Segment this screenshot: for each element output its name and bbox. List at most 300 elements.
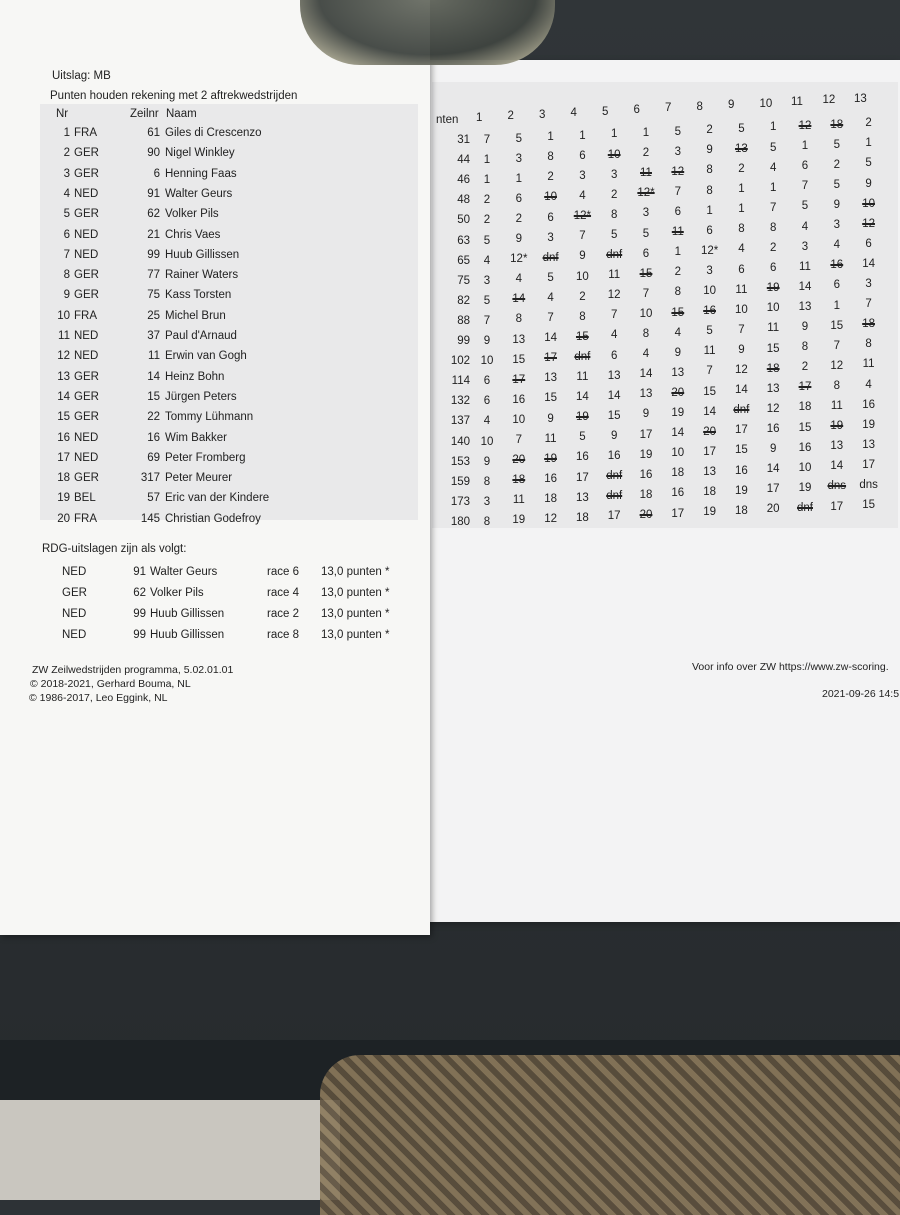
standings-row [48, 246, 418, 266]
total-points: 99 [457, 335, 470, 347]
race-score: 6 [610, 349, 618, 362]
race-score: 13 [575, 491, 589, 504]
race-score: 14 [512, 293, 526, 306]
total-points: 75 [457, 274, 470, 287]
race-score: 12 [798, 120, 812, 132]
race-score: 16 [798, 441, 812, 454]
race-score: 15 [671, 306, 685, 319]
sailor-name: Jürgen Peters [165, 390, 237, 403]
race-score: 17 [671, 507, 685, 520]
race-score: 2 [833, 158, 840, 171]
race-score: 5 [833, 178, 840, 191]
footer-program: ZW Zeilwedstrijden programma, 5.02.01.01 [32, 664, 234, 676]
nationality: NED [74, 330, 99, 342]
race-number: race 6 [267, 566, 299, 578]
race-score: 11 [862, 358, 875, 371]
race-score: 6 [579, 149, 586, 162]
race-header: 1 [476, 112, 483, 124]
race-score: 8 [579, 310, 586, 323]
race-score: 11 [640, 167, 652, 180]
race-score: 3 [579, 170, 586, 182]
race-score: 14 [671, 427, 685, 440]
sail-number: 99 [133, 629, 146, 641]
race-score: 1 [738, 183, 745, 196]
sailor-name: Volker Pils [165, 208, 219, 221]
sail-number: 99 [147, 248, 160, 261]
race-score: 15 [734, 444, 748, 457]
race-score: 7 [706, 365, 713, 378]
standings-row [48, 185, 418, 205]
standings-row [48, 307, 418, 327]
sailor-name: Eric van der Kindere [165, 492, 270, 505]
race-score: dnf [606, 490, 623, 503]
wicker-chair [320, 1055, 900, 1215]
race-score: 20 [703, 425, 716, 438]
rdg-row [60, 563, 420, 583]
race-score: 13 [862, 438, 875, 451]
race-score: 16 [512, 393, 526, 406]
race-score: 8 [483, 515, 491, 528]
race-score: 15 [798, 421, 812, 434]
race-score: 10 [480, 435, 494, 448]
race-score: 8 [865, 338, 872, 351]
floor [0, 1100, 340, 1200]
sailor-name: Huub Gillissen [150, 629, 225, 641]
sail-number: 37 [147, 330, 160, 342]
race-score: 3 [642, 207, 650, 220]
race-score: 19 [862, 418, 875, 431]
race-score: 8 [833, 379, 840, 392]
race-score: 9 [483, 455, 491, 468]
standings-row [48, 368, 418, 388]
race-score: 6 [483, 375, 491, 388]
total-points: 46 [457, 174, 470, 187]
sail-number: 25 [147, 309, 160, 322]
race-score: 2 [515, 212, 522, 225]
race-score: 7 [833, 339, 840, 352]
standings-row [48, 510, 418, 530]
nationality: NED [62, 608, 87, 620]
race-score: 15 [575, 330, 589, 343]
race-score: 6 [865, 237, 872, 250]
race-score: 4 [674, 326, 681, 339]
standings-row [48, 266, 418, 286]
race-score: 19 [575, 411, 589, 424]
race-number: race 8 [267, 629, 299, 641]
nationality: GER [74, 147, 99, 160]
race-score: 6 [706, 224, 713, 237]
race-score: 16 [639, 468, 653, 481]
sail-number: 75 [147, 289, 160, 302]
sailor-name: Walter Geurs [165, 187, 233, 200]
race-score: 18 [766, 362, 780, 375]
position: 10 [57, 309, 70, 322]
race-score: 3 [801, 240, 809, 253]
total-points: 137 [450, 415, 470, 428]
race-score: 5 [801, 200, 809, 213]
nationality: NED [74, 350, 99, 363]
race-score: 3 [865, 278, 872, 290]
sailor-name: Kass Torsten [165, 289, 232, 302]
sail-number: 77 [147, 269, 160, 282]
race-score: 16 [734, 464, 748, 477]
race-score: 4 [801, 220, 809, 233]
race-score: 14 [766, 463, 780, 476]
position: 17 [57, 451, 70, 464]
position: 5 [63, 208, 70, 221]
race-number: race 2 [267, 608, 299, 620]
race-score: 15 [830, 319, 844, 332]
race-score: 5 [483, 234, 491, 247]
total-points: 65 [457, 254, 470, 267]
race-score: 11 [671, 226, 684, 239]
race-score: 8 [483, 475, 491, 488]
sailor-name: Rainer Waters [165, 269, 239, 282]
total-points: 114 [451, 375, 470, 388]
race-score: 10 [703, 285, 716, 297]
race-score: 6 [515, 192, 522, 205]
race-score: 12 [544, 513, 557, 526]
sailor-name: Volker Pils [150, 587, 204, 599]
standings-row [48, 429, 418, 449]
standings-row [48, 347, 418, 367]
race-score: 6 [547, 211, 554, 224]
race-header: 2 [507, 110, 514, 123]
sail-number: 145 [140, 512, 160, 525]
race-score: dnf [797, 501, 813, 514]
race-score: 2 [769, 242, 777, 254]
race-score: 12 [830, 359, 844, 372]
race-header: 4 [570, 107, 577, 120]
race-score: 6 [801, 160, 809, 173]
race-score: 1 [642, 127, 650, 139]
race-score: 16 [703, 305, 716, 318]
race-score: 7 [579, 230, 586, 243]
race-score: 6 [769, 262, 777, 275]
total-points: 102 [450, 355, 470, 368]
total-points: 140 [450, 435, 470, 448]
total-points: 153 [450, 455, 470, 468]
sail-number: 99 [133, 608, 146, 620]
race-score: 8 [642, 328, 650, 340]
race-score: 13 [671, 366, 685, 379]
race-score: 9 [483, 335, 491, 347]
sail-number: 14 [147, 370, 160, 383]
race-score: 7 [515, 434, 522, 447]
race-score: 9 [674, 346, 681, 359]
race-score: 7 [769, 201, 777, 214]
footer-date: 2021-09-26 14:5 [822, 688, 900, 700]
race-score: 16 [575, 451, 589, 464]
race-score: dns [859, 479, 878, 491]
sail-number: 22 [147, 411, 160, 424]
race-score: 10 [512, 413, 526, 426]
race-score: 4 [738, 243, 745, 256]
race-score: 9 [642, 408, 650, 421]
race-score: 9 [515, 233, 522, 246]
race-score: 20 [671, 386, 685, 399]
nationality: GER [74, 390, 99, 403]
race-score: 4 [515, 273, 522, 286]
race-score: 5 [769, 141, 777, 154]
sail-number: 62 [133, 587, 146, 599]
race-score: 20 [639, 508, 653, 521]
race-score: 2 [706, 124, 713, 137]
footer-info: Voor info over ZW https://www.zw-scoring. [692, 661, 889, 673]
position: 12 [57, 350, 70, 363]
race-score: 8 [515, 313, 522, 326]
race-score: 3 [610, 168, 618, 181]
col-header-punten: nten [436, 114, 459, 126]
race-score: 14 [639, 368, 653, 381]
race-score: 1 [610, 128, 618, 141]
sailor-name: Huub Gillissen [150, 608, 225, 620]
race-score: 10 [862, 197, 875, 210]
sail-number: 62 [147, 208, 160, 221]
race-score: dnf [606, 249, 623, 261]
race-header: 9 [728, 99, 735, 112]
standings-row [48, 449, 418, 469]
sail-number: 91 [147, 187, 160, 200]
race-score: 12* [637, 187, 655, 200]
race-score: 7 [547, 312, 554, 325]
race-score: 9 [801, 321, 809, 333]
total-points: 31 [457, 134, 470, 146]
position: 4 [63, 187, 70, 200]
position: 2 [63, 147, 70, 160]
total-points: 173 [450, 495, 470, 508]
race-score: 20 [766, 503, 780, 516]
race-score: 17 [703, 445, 716, 458]
race-score: 18 [639, 488, 653, 501]
race-score: 6 [642, 247, 650, 260]
race-header: 11 [791, 96, 803, 108]
race-score: 4 [610, 329, 618, 342]
position: 9 [63, 289, 70, 302]
race-score: 5 [674, 125, 681, 138]
nationality: GER [74, 289, 99, 302]
race-score: 18 [830, 118, 844, 131]
race-header: 5 [602, 105, 609, 118]
standings-row [48, 286, 418, 306]
standings-row [48, 388, 418, 408]
race-score: 12* [700, 244, 719, 257]
total-points: 180 [450, 515, 470, 528]
race-score: 14 [798, 280, 812, 293]
nationality: NED [62, 566, 87, 578]
rdg-row [60, 584, 420, 604]
position: 18 [57, 472, 70, 485]
race-score: 9 [547, 412, 554, 425]
race-score: 13 [639, 388, 653, 401]
race-header: 12 [822, 94, 836, 107]
position: 16 [57, 431, 70, 444]
nationality: FRA [74, 512, 97, 525]
total-points: 132 [450, 395, 470, 408]
nationality: NED [74, 451, 99, 464]
position: 19 [57, 492, 70, 505]
total-points: 44 [457, 154, 470, 167]
race-score: 1 [801, 140, 809, 153]
race-header: 8 [696, 100, 703, 113]
race-score: 6 [738, 263, 745, 276]
nationality: GER [74, 208, 99, 221]
rdg-points: 13,0 punten * [321, 608, 390, 620]
footer-copyright-1: © 2018-2021, Gerhard Bouma, NL [30, 678, 191, 690]
race-score: 4 [547, 291, 554, 304]
race-score: 9 [579, 250, 586, 263]
race-score: 18 [544, 492, 557, 505]
nationality: GER [74, 472, 99, 485]
race-score: 9 [865, 177, 872, 190]
race-score: 1 [865, 137, 872, 150]
sailor-name: Heinz Bohn [165, 370, 225, 383]
standings-row [48, 165, 418, 185]
total-points: 50 [457, 214, 470, 227]
race-score: 1 [833, 299, 840, 312]
race-score: 1 [769, 121, 777, 134]
race-score: 17 [607, 510, 621, 523]
standings-row [48, 489, 418, 509]
race-score: 11 [799, 260, 811, 273]
race-score: 18 [512, 474, 526, 487]
race-score: 10 [671, 447, 685, 460]
race-score: 5 [706, 325, 713, 338]
race-score: 19 [703, 506, 716, 519]
race-score: 16 [671, 487, 685, 500]
race-score: 1 [483, 154, 491, 167]
race-score: 1 [579, 129, 586, 142]
race-score: 15 [512, 353, 526, 366]
race-score: 8 [547, 151, 554, 164]
race-score: 2 [674, 266, 681, 279]
sailor-name: Michel Brun [165, 309, 226, 322]
race-header: 10 [759, 97, 773, 110]
race-score: 7 [801, 180, 809, 193]
race-score: 18 [703, 486, 716, 498]
race-score: 4 [483, 254, 491, 267]
col-header-nr: Nr [56, 108, 69, 120]
race-score: 5 [547, 271, 554, 284]
race-score: 10 [607, 148, 621, 161]
sail-number: 57 [147, 492, 160, 505]
race-score: 1 [674, 246, 681, 259]
footer-copyright-2: © 1986-2017, Leo Eggink, NL [29, 692, 168, 704]
standings-row [48, 327, 418, 347]
standings-row [48, 408, 418, 428]
race-score: 15 [639, 267, 653, 280]
total-points: 159 [450, 475, 470, 488]
race-score: 17 [544, 352, 557, 365]
race-score: 10 [575, 270, 589, 283]
race-score: 8 [610, 208, 618, 221]
race-score: 19 [734, 484, 748, 497]
position: 20 [57, 512, 70, 525]
position: 6 [63, 228, 70, 241]
race-score: 18 [862, 318, 875, 331]
nationality: BEL [74, 492, 96, 505]
race-score: 4 [642, 348, 650, 361]
race-score: 2 [738, 163, 745, 175]
race-score: 10 [639, 307, 653, 320]
race-score: 3 [515, 152, 522, 165]
race-score: 7 [610, 309, 618, 322]
nationality: GER [74, 370, 99, 383]
race-score: 17 [766, 483, 780, 496]
race-score: 10 [544, 191, 557, 204]
position: 8 [63, 269, 70, 282]
col-header-zeilnr: Zeilnr [130, 108, 159, 120]
race-score: 15 [862, 499, 875, 512]
race-score: 10 [766, 302, 780, 315]
race-score: 11 [608, 269, 621, 282]
standings-row [48, 144, 418, 164]
race-score: 19 [766, 282, 780, 295]
sail-number: 61 [147, 127, 160, 139]
race-score: 11 [544, 432, 557, 445]
race-score: 3 [483, 274, 491, 287]
sail-number: 91 [133, 566, 146, 578]
race-score: 1 [769, 181, 777, 194]
sailor-name: Paul d'Arnaud [165, 330, 237, 342]
uitslag-title: Uitslag: MB [52, 70, 111, 82]
sailor-name: Peter Meurer [165, 472, 233, 485]
race-score: 17 [734, 424, 748, 437]
race-score: 2 [642, 147, 650, 160]
race-score: 2 [610, 188, 618, 201]
race-score: 14 [862, 257, 875, 270]
sailor-name: Peter Fromberg [165, 451, 246, 464]
sailor-name: Henning Faas [165, 167, 237, 180]
position: 1 [63, 127, 70, 139]
race-score: 17 [512, 373, 526, 386]
race-score: 12* [573, 210, 592, 223]
total-points: 63 [457, 234, 470, 247]
nationality: NED [74, 248, 99, 261]
nationality: NED [74, 431, 99, 444]
sailor-name: Erwin van Gogh [165, 350, 247, 363]
race-score: 14 [544, 332, 557, 345]
race-score: 9 [610, 429, 618, 442]
sailor-name: Chris Vaes [165, 228, 221, 241]
sail-number: 16 [147, 431, 160, 444]
race-score: 7 [483, 134, 491, 146]
drinking-glass [300, 0, 555, 65]
race-score: 11 [735, 283, 748, 296]
race-score: 2 [579, 290, 586, 303]
race-score: 16 [830, 259, 844, 272]
race-score: 7 [738, 323, 745, 336]
race-score: 17 [862, 458, 875, 471]
race-score: 5 [610, 228, 618, 241]
race-score: 9 [833, 199, 840, 211]
race-score: 19 [512, 514, 526, 527]
race-score: 19 [671, 407, 685, 419]
race-score: 6 [483, 395, 491, 408]
race-score: 2 [483, 214, 491, 227]
race-score: 3 [706, 264, 713, 277]
col-header-naam: Naam [166, 108, 197, 120]
race-score: 17 [639, 428, 653, 441]
race-score: 7 [674, 185, 681, 198]
race-score: 8 [706, 164, 713, 177]
sailor-name: Wim Bakker [165, 431, 227, 444]
race-score: 1 [515, 172, 522, 185]
race-score: 18 [798, 401, 812, 414]
race-score: 4 [483, 415, 491, 428]
race-score: 13 [734, 142, 748, 155]
race-score: 13 [830, 440, 844, 453]
